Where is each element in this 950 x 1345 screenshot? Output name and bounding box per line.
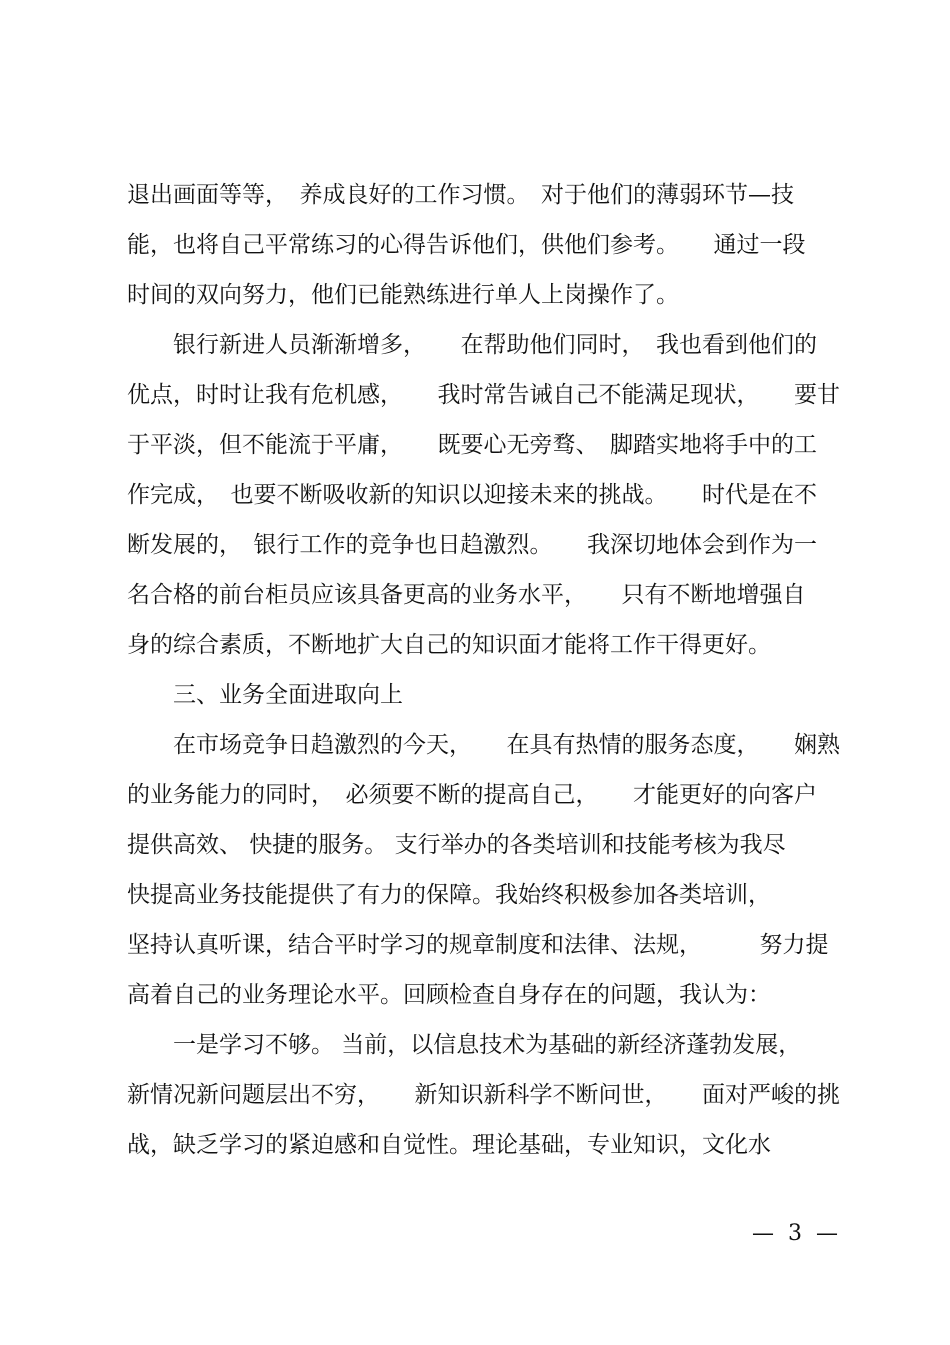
text-line: 高着自己的业务理论水平。回顾检查自身存在的问题，我认为：: [127, 982, 771, 1008]
text-line: 身的综合素质，不断地扩大自己的知识面才能将工作干得更好。: [127, 632, 771, 658]
text-line: 断发展的， 银行工作的竞争也日趋激烈。 我深切地体会到作为一: [127, 532, 817, 558]
text-line: 新情况新问题层出不穷， 新知识新科学不断问世， 面对严峻的挑: [127, 1082, 840, 1108]
text-line: 名合格的前台柜员应该具备更高的业务水平， 只有不断地增强自: [127, 582, 806, 608]
text-line: 银行新进人员渐渐增多， 在帮助他们同时， 我也看到他们的: [127, 332, 817, 358]
text-line: 于平淡，但不能流于平庸， 既要心无旁骛、 脚踏实地将手中的工: [127, 432, 817, 458]
text-line: 一是学习不够。 当前，以信息技术为基础的新经济蓬勃发展，: [127, 1032, 802, 1058]
text-line: 战，缺乏学习的紧迫感和自觉性。理论基础，专业知识，文化水: [127, 1132, 771, 1158]
text-line: 的业务能力的同时， 必须要不断的提高自己， 才能更好的向客户: [127, 782, 817, 808]
text-line: 坚持认真听课，结合平时学习的规章制度和法律、法规， 努力提: [127, 932, 829, 958]
text-line: 提供高效、 快捷的服务。 支行举办的各类培训和技能考核为我尽: [127, 832, 786, 858]
text-line: 作完成， 也要不断吸收新的知识以迎接未来的挑战。 时代是在不: [127, 482, 817, 508]
text-line: 优点，时时让我有危机感， 我时常告诫自己不能满足现状， 要甘: [127, 382, 840, 408]
text-line: 能，也将自己平常练习的心得告诉他们，供他们参考。 通过一段: [127, 232, 806, 258]
text-line: 退出画面等等， 养成良好的工作习惯。 对于他们的薄弱环节—技: [127, 182, 794, 208]
section-heading: 三、业务全面进取向上: [127, 682, 403, 708]
text-line: 时间的双向努力，他们已能熟练进行单人上岗操作了。: [127, 282, 679, 308]
text-line: 在市场竞争日趋激烈的今天， 在具有热情的服务态度， 娴熟: [127, 732, 840, 758]
page-number: — 3 —: [752, 1221, 838, 1246]
text-line: 快提高业务技能提供了有力的保障。我始终积极参加各类培训，: [127, 882, 771, 908]
